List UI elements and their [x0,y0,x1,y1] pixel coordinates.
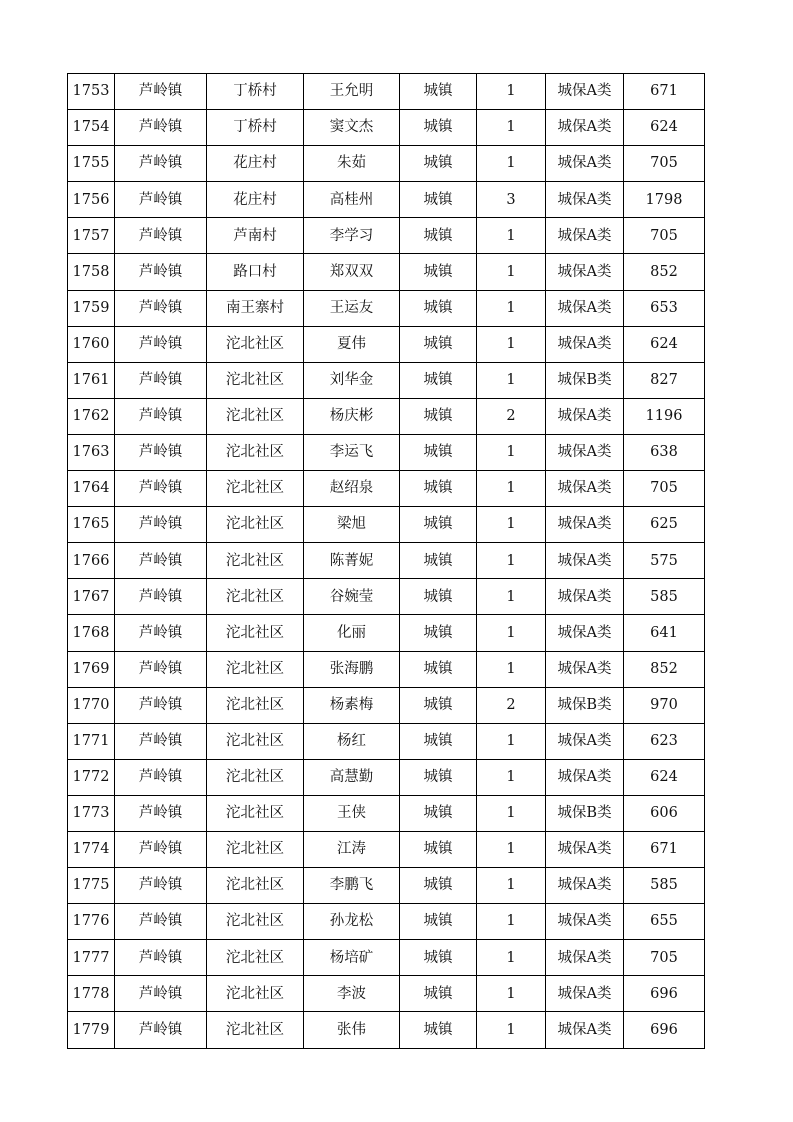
member-count-cell: 3 [477,182,546,218]
person-name-cell: 杨素梅 [304,687,400,723]
insurance-category-cell: 城保A类 [546,507,624,543]
person-name-cell: 杨庆彬 [304,398,400,434]
person-name-cell: 高桂州 [304,182,400,218]
household-type-cell: 城镇 [400,110,477,146]
table-row [68,146,705,182]
person-name-cell: 孙龙松 [304,904,400,940]
table-row [68,507,705,543]
member-count-cell: 1 [477,976,546,1012]
person-name-cell: 王允明 [304,74,400,110]
person-name-cell: 江涛 [304,831,400,867]
household-type-cell: 城镇 [400,218,477,254]
insurance-category-cell: 城保A类 [546,940,624,976]
table-row [68,326,705,362]
town-cell: 芦岭镇 [115,615,207,651]
member-count-cell: 1 [477,218,546,254]
person-name-cell: 窦文杰 [304,110,400,146]
row-number-cell: 1764 [68,471,115,507]
person-name-cell: 王侠 [304,795,400,831]
table-row [68,110,705,146]
town-cell: 芦岭镇 [115,218,207,254]
village-cell: 花庄村 [207,182,304,218]
village-cell: 沱北社区 [207,471,304,507]
town-cell: 芦岭镇 [115,182,207,218]
table-body [68,74,705,1049]
amount-cell: 705 [624,146,705,182]
table-row [68,254,705,290]
amount-cell: 852 [624,254,705,290]
row-number-cell: 1756 [68,182,115,218]
insurance-category-cell: 城保B类 [546,362,624,398]
table-row [68,976,705,1012]
member-count-cell: 1 [477,290,546,326]
row-number-cell: 1770 [68,687,115,723]
member-count-cell: 1 [477,651,546,687]
amount-cell: 641 [624,615,705,651]
member-count-cell: 1 [477,795,546,831]
amount-cell: 1196 [624,398,705,434]
member-count-cell: 1 [477,471,546,507]
person-name-cell: 杨培矿 [304,940,400,976]
town-cell: 芦岭镇 [115,110,207,146]
household-type-cell: 城镇 [400,651,477,687]
member-count-cell: 1 [477,759,546,795]
amount-cell: 623 [624,723,705,759]
amount-cell: 624 [624,759,705,795]
insurance-category-cell: 城保B类 [546,795,624,831]
town-cell: 芦岭镇 [115,471,207,507]
person-name-cell: 杨红 [304,723,400,759]
village-cell: 沱北社区 [207,398,304,434]
insurance-category-cell: 城保A类 [546,74,624,110]
row-number-cell: 1754 [68,110,115,146]
table-row [68,615,705,651]
member-count-cell: 1 [477,326,546,362]
village-cell: 沱北社区 [207,795,304,831]
table-row [68,398,705,434]
row-number-cell: 1766 [68,543,115,579]
table-row [68,579,705,615]
village-cell: 沱北社区 [207,1012,304,1048]
table-row [68,940,705,976]
town-cell: 芦岭镇 [115,831,207,867]
table-row [68,687,705,723]
person-name-cell: 高慧勤 [304,759,400,795]
amount-cell: 638 [624,434,705,470]
insurance-category-cell: 城保A类 [546,543,624,579]
amount-cell: 653 [624,290,705,326]
row-number-cell: 1773 [68,795,115,831]
table-row [68,723,705,759]
household-type-cell: 城镇 [400,362,477,398]
person-name-cell: 谷婉莹 [304,579,400,615]
amount-cell: 705 [624,218,705,254]
town-cell: 芦岭镇 [115,795,207,831]
village-cell: 丁桥村 [207,74,304,110]
member-count-cell: 1 [477,615,546,651]
town-cell: 芦岭镇 [115,290,207,326]
insurance-category-cell: 城保A类 [546,1012,624,1048]
table-row [68,795,705,831]
member-count-cell: 1 [477,1012,546,1048]
table-row [68,362,705,398]
table-row [68,831,705,867]
row-number-cell: 1757 [68,218,115,254]
village-cell: 沱北社区 [207,362,304,398]
row-number-cell: 1759 [68,290,115,326]
person-name-cell: 刘华金 [304,362,400,398]
person-name-cell: 梁旭 [304,507,400,543]
insurance-category-cell: 城保A类 [546,723,624,759]
village-cell: 沱北社区 [207,831,304,867]
member-count-cell: 1 [477,74,546,110]
village-cell: 沱北社区 [207,326,304,362]
amount-cell: 705 [624,940,705,976]
row-number-cell: 1774 [68,831,115,867]
insurance-category-cell: 城保A类 [546,254,624,290]
member-count-cell: 1 [477,110,546,146]
household-type-cell: 城镇 [400,615,477,651]
household-type-cell: 城镇 [400,398,477,434]
household-type-cell: 城镇 [400,579,477,615]
row-number-cell: 1778 [68,976,115,1012]
insurance-category-cell: 城保A类 [546,615,624,651]
household-type-cell: 城镇 [400,434,477,470]
household-type-cell: 城镇 [400,471,477,507]
household-type-cell: 城镇 [400,543,477,579]
town-cell: 芦岭镇 [115,254,207,290]
amount-cell: 575 [624,543,705,579]
row-number-cell: 1779 [68,1012,115,1048]
village-cell: 花庄村 [207,146,304,182]
household-type-cell: 城镇 [400,74,477,110]
town-cell: 芦岭镇 [115,74,207,110]
table-row [68,543,705,579]
amount-cell: 585 [624,868,705,904]
person-name-cell: 李波 [304,976,400,1012]
row-number-cell: 1775 [68,868,115,904]
village-cell: 南王寨村 [207,290,304,326]
household-type-cell: 城镇 [400,976,477,1012]
village-cell: 沱北社区 [207,976,304,1012]
insurance-category-cell: 城保A类 [546,398,624,434]
household-type-cell: 城镇 [400,326,477,362]
amount-cell: 671 [624,831,705,867]
member-count-cell: 2 [477,398,546,434]
amount-cell: 606 [624,795,705,831]
insurance-category-cell: 城保A类 [546,579,624,615]
household-type-cell: 城镇 [400,182,477,218]
insurance-category-cell: 城保A类 [546,651,624,687]
village-cell: 丁桥村 [207,110,304,146]
member-count-cell: 2 [477,687,546,723]
member-count-cell: 1 [477,868,546,904]
member-count-cell: 1 [477,146,546,182]
household-type-cell: 城镇 [400,507,477,543]
insurance-category-cell: 城保A类 [546,110,624,146]
member-count-cell: 1 [477,507,546,543]
town-cell: 芦岭镇 [115,434,207,470]
village-cell: 沱北社区 [207,868,304,904]
row-number-cell: 1769 [68,651,115,687]
person-name-cell: 郑双双 [304,254,400,290]
row-number-cell: 1758 [68,254,115,290]
insurance-category-cell: 城保A类 [546,904,624,940]
amount-cell: 624 [624,326,705,362]
person-name-cell: 朱茹 [304,146,400,182]
member-count-cell: 1 [477,254,546,290]
member-count-cell: 1 [477,543,546,579]
row-number-cell: 1771 [68,723,115,759]
village-cell: 沱北社区 [207,904,304,940]
village-cell: 沱北社区 [207,543,304,579]
village-cell: 沱北社区 [207,940,304,976]
amount-cell: 705 [624,471,705,507]
person-name-cell: 张海鹏 [304,651,400,687]
member-count-cell: 1 [477,362,546,398]
insurance-category-cell: 城保A类 [546,434,624,470]
row-number-cell: 1760 [68,326,115,362]
person-name-cell: 化丽 [304,615,400,651]
row-number-cell: 1762 [68,398,115,434]
amount-cell: 655 [624,904,705,940]
person-name-cell: 王运友 [304,290,400,326]
town-cell: 芦岭镇 [115,1012,207,1048]
person-name-cell: 李运飞 [304,434,400,470]
household-type-cell: 城镇 [400,904,477,940]
village-cell: 沱北社区 [207,615,304,651]
table-row [68,471,705,507]
insurance-category-cell: 城保A类 [546,831,624,867]
insurance-category-cell: 城保A类 [546,218,624,254]
person-name-cell: 陈菁妮 [304,543,400,579]
town-cell: 芦岭镇 [115,579,207,615]
insurance-category-cell: 城保A类 [546,290,624,326]
town-cell: 芦岭镇 [115,398,207,434]
row-number-cell: 1765 [68,507,115,543]
household-type-cell: 城镇 [400,795,477,831]
town-cell: 芦岭镇 [115,326,207,362]
table-row [68,868,705,904]
household-type-cell: 城镇 [400,254,477,290]
town-cell: 芦岭镇 [115,904,207,940]
town-cell: 芦岭镇 [115,146,207,182]
table-row [68,74,705,110]
member-count-cell: 1 [477,579,546,615]
member-count-cell: 1 [477,434,546,470]
town-cell: 芦岭镇 [115,976,207,1012]
household-type-cell: 城镇 [400,831,477,867]
amount-cell: 696 [624,1012,705,1048]
insurance-category-cell: 城保A类 [546,326,624,362]
person-name-cell: 夏伟 [304,326,400,362]
insurance-category-cell: 城保A类 [546,976,624,1012]
household-type-cell: 城镇 [400,759,477,795]
row-number-cell: 1772 [68,759,115,795]
household-type-cell: 城镇 [400,290,477,326]
amount-cell: 671 [624,74,705,110]
amount-cell: 852 [624,651,705,687]
amount-cell: 696 [624,976,705,1012]
household-type-cell: 城镇 [400,146,477,182]
town-cell: 芦岭镇 [115,687,207,723]
insurance-category-cell: 城保A类 [546,868,624,904]
village-cell: 沱北社区 [207,651,304,687]
table-row [68,1012,705,1048]
amount-cell: 624 [624,110,705,146]
person-name-cell: 张伟 [304,1012,400,1048]
household-type-cell: 城镇 [400,868,477,904]
member-count-cell: 1 [477,831,546,867]
village-cell: 沱北社区 [207,759,304,795]
amount-cell: 827 [624,362,705,398]
town-cell: 芦岭镇 [115,759,207,795]
member-count-cell: 1 [477,723,546,759]
household-type-cell: 城镇 [400,723,477,759]
table-row [68,182,705,218]
insurance-category-cell: 城保A类 [546,759,624,795]
town-cell: 芦岭镇 [115,507,207,543]
village-cell: 路口村 [207,254,304,290]
row-number-cell: 1777 [68,940,115,976]
table-row [68,290,705,326]
member-count-cell: 1 [477,904,546,940]
row-number-cell: 1767 [68,579,115,615]
row-number-cell: 1776 [68,904,115,940]
table-row [68,434,705,470]
table-row [68,218,705,254]
town-cell: 芦岭镇 [115,868,207,904]
town-cell: 芦岭镇 [115,651,207,687]
village-cell: 沱北社区 [207,434,304,470]
town-cell: 芦岭镇 [115,940,207,976]
person-name-cell: 李学习 [304,218,400,254]
row-number-cell: 1755 [68,146,115,182]
records-table [67,73,705,1049]
amount-cell: 625 [624,507,705,543]
table-row [68,759,705,795]
amount-cell: 1798 [624,182,705,218]
insurance-category-cell: 城保B类 [546,687,624,723]
table-row [68,904,705,940]
row-number-cell: 1763 [68,434,115,470]
row-number-cell: 1768 [68,615,115,651]
insurance-category-cell: 城保A类 [546,471,624,507]
town-cell: 芦岭镇 [115,543,207,579]
insurance-category-cell: 城保A类 [546,182,624,218]
amount-cell: 585 [624,579,705,615]
village-cell: 沱北社区 [207,507,304,543]
person-name-cell: 李鹏飞 [304,868,400,904]
village-cell: 沱北社区 [207,579,304,615]
insurance-category-cell: 城保A类 [546,146,624,182]
row-number-cell: 1753 [68,74,115,110]
village-cell: 沱北社区 [207,723,304,759]
person-name-cell: 赵绍泉 [304,471,400,507]
village-cell: 芦南村 [207,218,304,254]
household-type-cell: 城镇 [400,1012,477,1048]
amount-cell: 970 [624,687,705,723]
row-number-cell: 1761 [68,362,115,398]
table-row [68,651,705,687]
household-type-cell: 城镇 [400,687,477,723]
town-cell: 芦岭镇 [115,723,207,759]
town-cell: 芦岭镇 [115,362,207,398]
village-cell: 沱北社区 [207,687,304,723]
member-count-cell: 1 [477,940,546,976]
household-type-cell: 城镇 [400,940,477,976]
